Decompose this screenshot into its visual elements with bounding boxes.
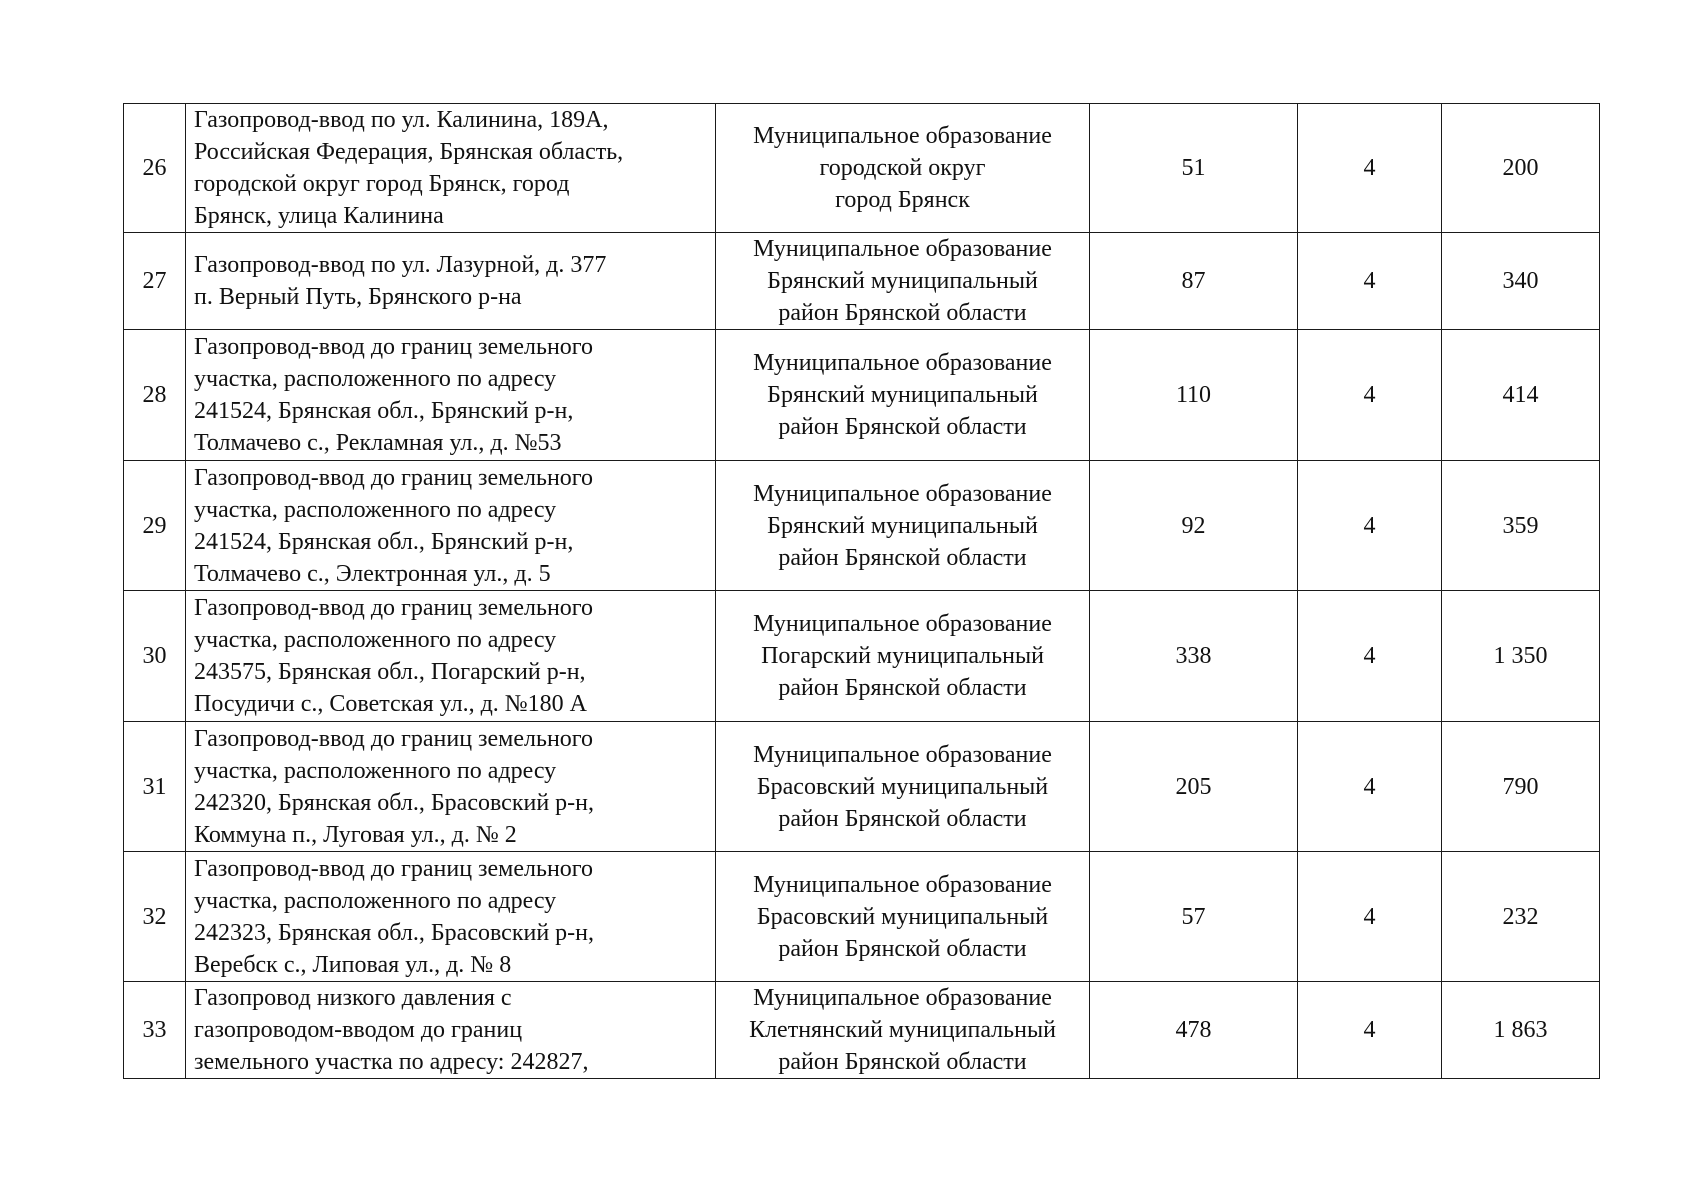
diameter-value: 4 bbox=[1298, 722, 1442, 852]
object-name: Газопровод-ввод до границ земельного участка, расположенного по адресу 241524, Брянская обл., Брянский р-н, Толмачево с., Электронная ул., д. 5 bbox=[186, 461, 716, 591]
owner: Муниципальное образование Брянский муниципальный район Брянской области bbox=[716, 330, 1090, 461]
owner: Муниципальное образование Погарский муниципальный район Брянской области bbox=[716, 591, 1090, 722]
table-row bbox=[124, 330, 1600, 461]
object-name: Газопровод низкого давления с газопроводом-вводом до границ земельного участка по адресу: 242827, bbox=[186, 982, 716, 1079]
cost-value: 414 bbox=[1442, 330, 1600, 461]
owner: Муниципальное образование Брянский муниципальный район Брянской области bbox=[716, 233, 1090, 330]
cost-value: 1 863 bbox=[1442, 982, 1600, 1079]
row-number: 33 bbox=[124, 982, 186, 1079]
length-value: 51 bbox=[1090, 104, 1298, 233]
table-row bbox=[124, 722, 1600, 852]
diameter-value: 4 bbox=[1298, 330, 1442, 461]
owner: Муниципальное образование городской округ город Брянск bbox=[716, 104, 1090, 233]
row-number: 27 bbox=[124, 233, 186, 330]
cost-value: 1 350 bbox=[1442, 591, 1600, 722]
diameter-value: 4 bbox=[1298, 852, 1442, 982]
table-row bbox=[124, 461, 1600, 591]
object-name: Газопровод-ввод по ул. Калинина, 189А, Российская Федерация, Брянская область, городской округ город Брянск, город Брянск, улица Калинина bbox=[186, 104, 716, 233]
row-number: 26 bbox=[124, 104, 186, 233]
length-value: 205 bbox=[1090, 722, 1298, 852]
table-row bbox=[124, 591, 1600, 722]
gas-pipeline-table bbox=[123, 103, 1600, 1079]
object-name: Газопровод-ввод до границ земельного участка, расположенного по адресу 241524, Брянская обл., Брянский р-н, Толмачево с., Рекламная ул., д. №53 bbox=[186, 330, 716, 461]
length-value: 110 bbox=[1090, 330, 1298, 461]
table-row bbox=[124, 233, 1600, 330]
row-number: 30 bbox=[124, 591, 186, 722]
object-name: Газопровод-ввод до границ земельного участка, расположенного по адресу 242323, Брянская обл., Брасовский р-н, Веребск с., Липовая ул., д. № 8 bbox=[186, 852, 716, 982]
cost-value: 359 bbox=[1442, 461, 1600, 591]
row-number: 31 bbox=[124, 722, 186, 852]
cost-value: 340 bbox=[1442, 233, 1600, 330]
table-row bbox=[124, 982, 1600, 1079]
table-row bbox=[124, 104, 1600, 233]
table-row bbox=[124, 852, 1600, 982]
object-name: Газопровод-ввод до границ земельного участка, расположенного по адресу 243575, Брянская обл., Погарский р-н, Посудичи с., Советская ул., д. №180 А bbox=[186, 591, 716, 722]
row-number: 28 bbox=[124, 330, 186, 461]
object-name: Газопровод-ввод по ул. Лазурной, д. 377 п. Верный Путь, Брянского р-на bbox=[186, 233, 716, 330]
cost-value: 232 bbox=[1442, 852, 1600, 982]
length-value: 478 bbox=[1090, 982, 1298, 1079]
cost-value: 790 bbox=[1442, 722, 1600, 852]
owner: Муниципальное образование Брасовский муниципальный район Брянской области bbox=[716, 852, 1090, 982]
length-value: 87 bbox=[1090, 233, 1298, 330]
diameter-value: 4 bbox=[1298, 591, 1442, 722]
diameter-value: 4 bbox=[1298, 104, 1442, 233]
diameter-value: 4 bbox=[1298, 233, 1442, 330]
length-value: 338 bbox=[1090, 591, 1298, 722]
row-number: 29 bbox=[124, 461, 186, 591]
owner: Муниципальное образование Брянский муниципальный район Брянской области bbox=[716, 461, 1090, 591]
length-value: 57 bbox=[1090, 852, 1298, 982]
owner: Муниципальное образование Клетнянский муниципальный район Брянской области bbox=[716, 982, 1090, 1079]
diameter-value: 4 bbox=[1298, 982, 1442, 1079]
owner: Муниципальное образование Брасовский муниципальный район Брянской области bbox=[716, 722, 1090, 852]
object-name: Газопровод-ввод до границ земельного участка, расположенного по адресу 242320, Брянская обл., Брасовский р-н, Коммуна п., Луговая ул., д. № 2 bbox=[186, 722, 716, 852]
length-value: 92 bbox=[1090, 461, 1298, 591]
row-number: 32 bbox=[124, 852, 186, 982]
diameter-value: 4 bbox=[1298, 461, 1442, 591]
cost-value: 200 bbox=[1442, 104, 1600, 233]
